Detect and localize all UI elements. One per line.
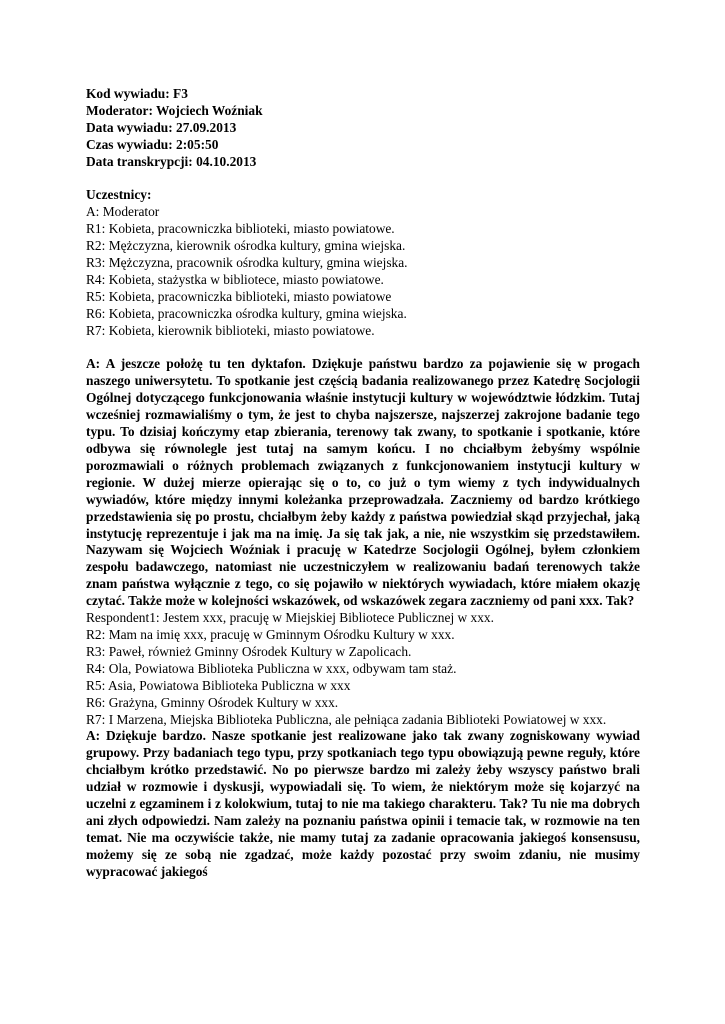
respondent-utterance: R4: Ola, Powiatowa Biblioteka Publiczna w xxx, odbywam tam staż.	[86, 660, 457, 676]
respondent-utterance: R5: Asia, Powiatowa Biblioteka Publiczna w xxx	[86, 677, 351, 693]
participants-section	[86, 187, 640, 339]
moderator-utterance: A: A jeszcze położę tu ten dyktafon. Dziękuje państwu bardzo za pojawienie się w progach naszego uniwersytetu. To spotkanie jest częścią badania realizowanego przez Katedrę Socjologii Ogólnej dotyczącego funkcjonowania właśnie instytucji kultury w województwie łódzkim. Tutaj wcześniej rozmawialiśmy o tym, że jest to chyba najszersze, najszerzej zakrojone badanie tego typu. To dzisiaj kończymy etap zbierania, terenowy tak zwany, to spotkanie i spotkanie, które odbywa się równolegle jest tutaj na samym końcu. I no chciałbym żebyśmy wspólnie porozmawiali o różnych problemach związanych z funkcjonowaniem instytucji kultury w regionie. W dużej mierze opierając się o to, co już o tym wiemy z tych indywidualnych wywiadów, które między innymi koleżanka przeprowadzała. Zaczniemy od bardzo krótkiego przedstawienia się po prostu, chciałbym żeby każdy z państwa powiedział skąd przyjechał, jaką instytucję reprezentuje i jak ma na imię. Ja się tak jak, a nie, nie wszystkim się przedstawiłem. Nazywam się Wojciech Woźniak i pracuję w Katedrze Socjologii Ogólnej, byłem członkiem zespołu badawczego, natomiast nie uczestniczyłem w realizowaniu badań terenowych także znam państwa wyłącznie z tego, co się pojawiło w niektórych wywiadach, które miałem okazję czytać. Także może w kolejności wskazówek, od wskazówek zegara zaczniemy od pani xxx. Tak?	[86, 356, 640, 609]
moderator-utterance: A: Dziękuje bardzo. Nasze spotkanie jest realizowane jako tak zwany zogniskowany wywiad grupowy. Przy badaniach tego typu, przy spotkaniach tego typu obowiązują pewne reguły, które chciałbym krótko przedstawić. No po pierwsze bardzo mi zależy żeby wszyscy państwo brali udział w rozmowie i dyskusji, wypowiadali się. To wiem, że niektórym może się kojarzyć na uczelni z egzaminem i z kolokwium, tutaj to nie ma takiego charakteru. Tak? Tu nie ma dobrych ani złych odpowiedzi. Nam zależy na poznaniu państwa opinii i temacie tak, w rozmowie na ten temat. Nie ma oczywiście także, nie mamy tutaj za zadanie opracowania jakiegoś konsensusu, możemy się ze sobą nie zgadzać, może każdy pozostać przy swoim zdaniu, nie musimy wypracować jakiegoś	[86, 728, 640, 879]
interview-date: Data wywiadu: 27.09.2013	[86, 119, 237, 135]
document-page	[86, 86, 640, 881]
participant-item: R6: Kobieta, pracowniczka ośrodka kultury, gmina wiejska.	[86, 305, 407, 321]
transcription-date: Data transkrypcji: 04.10.2013	[86, 153, 257, 169]
participant-item: R5: Kobieta, pracowniczka biblioteki, miasto powiatowe	[86, 288, 392, 304]
participant-item: R4: Kobieta, stażystka w bibliotece, miasto powiatowe.	[86, 271, 384, 287]
participant-item: R2: Mężczyzna, kierownik ośrodka kultury, gmina wiejska.	[86, 238, 406, 254]
respondent-utterance: R6: Grażyna, Gminny Ośrodek Kultury w xxx.	[86, 694, 339, 710]
respondent-utterance: Respondent1: Jestem xxx, pracuję w Miejskiej Bibliotece Publicznej w xxx.	[86, 610, 494, 626]
respondent-utterance: R3: Paweł, również Gminny Ośrodek Kultury w Zapolicach.	[86, 643, 412, 659]
spacer	[86, 340, 640, 357]
participant-item: R3: Mężczyzna, pracownik ośrodka kultury, gmina wiejska.	[86, 255, 408, 271]
participants-title: Uczestnicy:	[86, 187, 152, 203]
spacer	[86, 171, 640, 188]
interview-moderator: Moderator: Wojciech Woźniak	[86, 102, 263, 118]
interview-header	[86, 86, 640, 171]
interview-code: Kod wywiadu: F3	[86, 86, 188, 101]
participant-item: R1: Kobieta, pracowniczka biblioteki, miasto powiatowe.	[86, 221, 395, 237]
respondent-utterance: R7: I Marzena, Miejska Biblioteka Publiczna, ale pełniąca zadania Biblioteki Powiatowej w xxx.	[86, 711, 607, 727]
transcript-body	[86, 356, 640, 880]
respondent-utterance: R2: Mam na imię xxx, pracuję w Gminnym Ośrodku Kultury w xxx.	[86, 626, 455, 642]
participant-item: R7: Kobieta, kierownik biblioteki, miasto powiatowe.	[86, 322, 375, 338]
interview-duration: Czas wywiadu: 2:05:50	[86, 136, 219, 152]
participant-item: A: Moderator	[86, 204, 160, 220]
